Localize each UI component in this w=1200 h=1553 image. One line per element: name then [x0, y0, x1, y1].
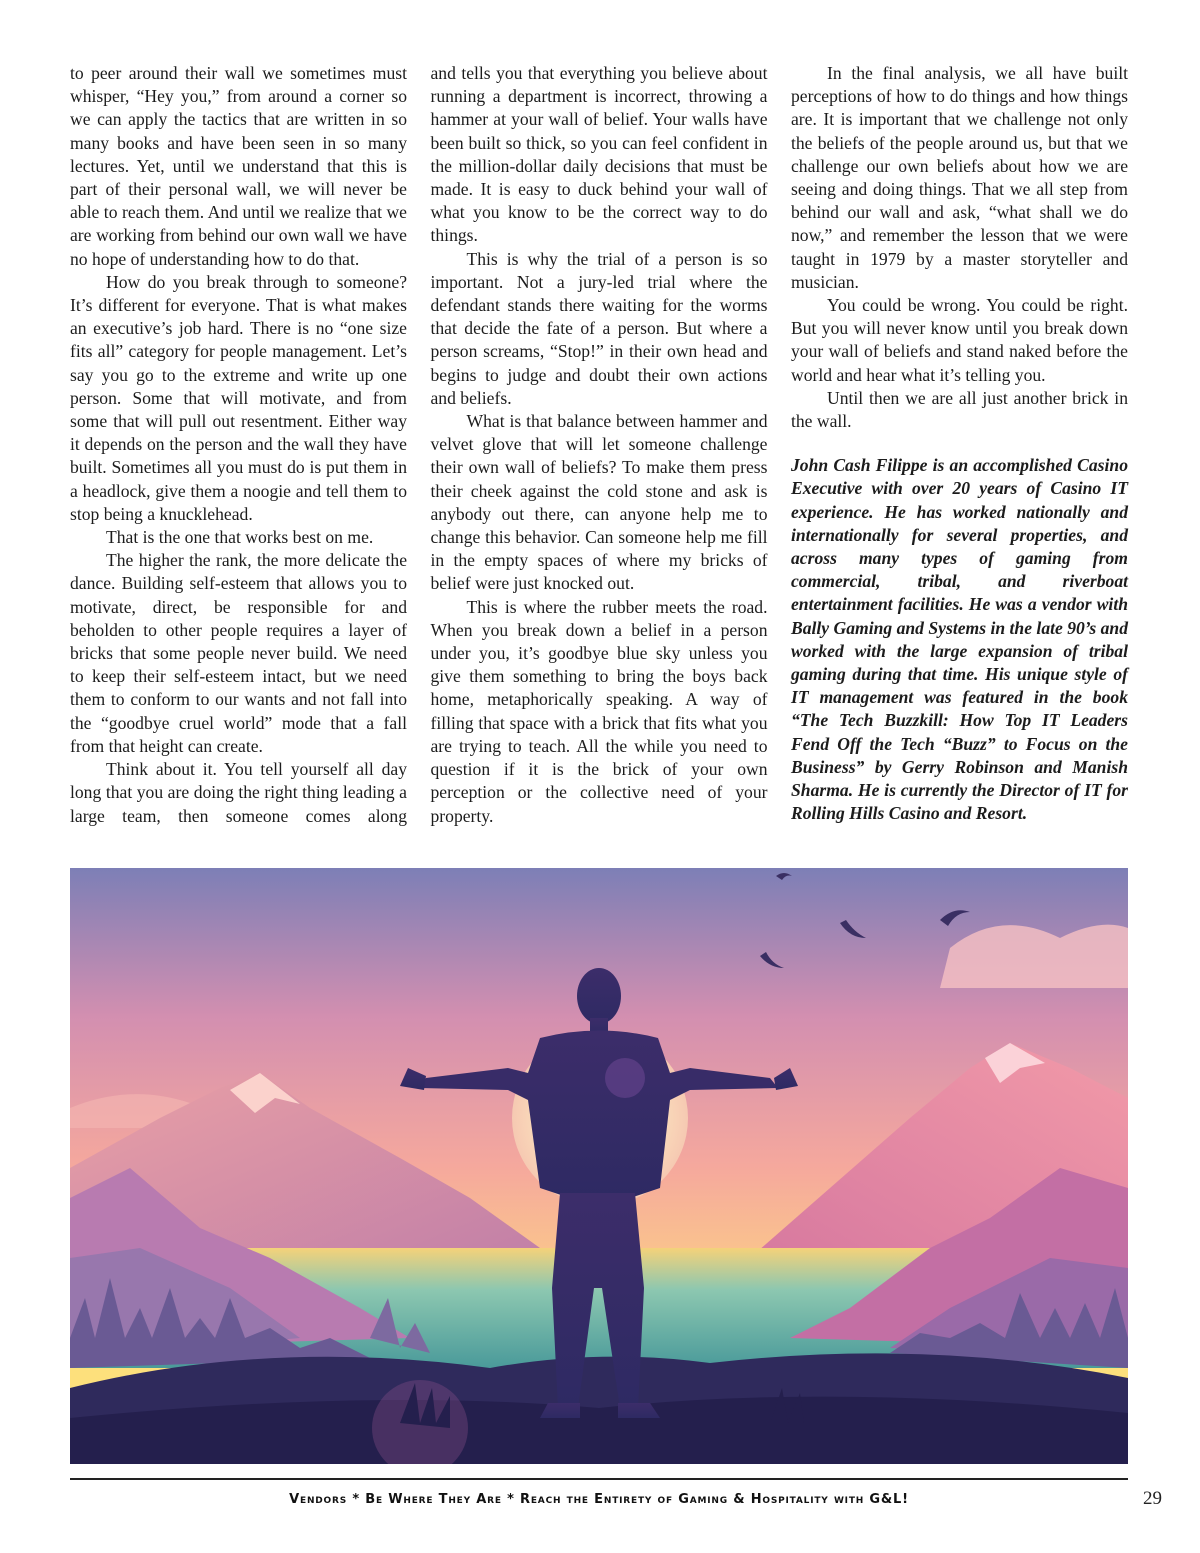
- author-bio: John Cash Filippe is an accomplished Casino Executive with over 20 years of Casino IT experience. He has worked nationally and internationally for several properties, and across many types of gaming from commercial, tribal, and riverboat entertainment facilities. He was a vendor with Bally Gaming and Systems in the late 90’s and worked with the large expansion of tribal gaming during that time. His unique style of IT management was featured in the book “The Tech Buzzkill: How Top IT Leaders Fend Off the Tech “Buzz” to Focus on the Business” by Gerry Robinson and Manish Sharma. He is currently the Director of IT for Rolling Hills Casino and Resort.: [791, 455, 1128, 824]
- footer-rule: [70, 1478, 1128, 1480]
- column-2: [431, 62, 768, 862]
- hero-illustration: [70, 868, 1128, 1464]
- paragraph: You could be wrong. You could be right. But you will never know until you break down your wall of beliefs and stand naked before the world and hear what it’s telling you.: [791, 295, 1128, 385]
- paragraph: This is where the rubber meets the road. When you break down a belief in a person under you, it’s goodbye blue sky unless you give them something to bring the boys back home, metaphorically speaking. A way of filling that space with a brick that fits what you are trying to teach. All the while you need to question if it is the brick of your own perception or the collective need of your property.: [430, 596, 768, 826]
- article-columns: [70, 62, 1128, 862]
- column-3: [791, 62, 1128, 862]
- paragraph: Think about it. You tell yourself all day long that you are doing the right thing leading a large team, then someone comes along: [70, 759, 407, 826]
- sunrise-landscape-image: [70, 868, 1128, 1464]
- paragraph: Until then we are all just another brick in the wall.: [791, 387, 1128, 432]
- paragraph: That is the one that works best on me.: [106, 527, 374, 548]
- paragraph: The higher the rank, the more delicate the dance. Building self-esteem that allows you to motivate, direct, be responsible for and beholden to other people requires a layer of bricks that some people never build. We need to keep their self-esteem intact, but we need them to conform to our wants and not fall into the “goodbye cruel world” mode that a fall from that height can create.: [70, 550, 407, 756]
- paragraph: This is why the trial of a person is so important. Not a jury-led trial where the defendant stands there waiting for the worms that decide the fate of a person. But where a person screams, “Stop!” in their own head and begins to judge and doubt their own actions and beliefs.: [430, 248, 768, 408]
- column-1: [70, 62, 407, 862]
- paragraph: to peer around their wall we sometimes must whisper, “Hey you,” from around a corner so we can apply the tactics that are written in so many books and have been seen in so many lectures. Yet, until we understand that this is part of their personal wall, we will never be able to reach them. And until we realize that we are working from behind our own wall we have no hope of understanding how to do that.: [70, 63, 407, 269]
- footer-tagline: Vendors * Be Where They Are * Reach the Entirety of Gaming & Hospitality with G&L!: [289, 1492, 909, 1507]
- paragraph: and tells you that everything you believe about running a department is incorrect, throwing a hammer at your wall of belief. Your walls have been built so thick, so you can feel confident in the million-dollar daily decisions that must be made. It is easy to duck behind your wall of what you know to be the correct way to do things.: [430, 63, 768, 246]
- paragraph: What is that balance between hammer and velvet glove that will let someone challenge their own wall of beliefs? To make them press their cheek against the cold stone and ask is anybody out there, can anyone help me to change this behavior. Can someone help me fill in the empty spaces of where my bricks of belief were just knocked out.: [430, 411, 768, 594]
- paragraph: How do you break through to someone? It’s different for everyone. That is what makes an executive’s job hard. There is no “one size fits all” category for people management. Let’s say you go to the extreme and write up one person. Some that will motivate, and from some that will pull out resentment. Either way it depends on the person and the wall they have built. Sometimes all you must do is put them in a headlock, give them a noogie and tell them to stop being a knucklehead.: [70, 271, 407, 524]
- paragraph: In the final analysis, we all have built perceptions of how to do things and how things are. It is important that we challenge not only the beliefs of the people around us, but that we challenge our own beliefs about how we are seeing and doing things. That we all step from behind our wall and ask, “what shall we do now,” and remember the lesson that we were taught in 1979 by a master storyteller and musician.: [791, 63, 1128, 292]
- page-number: 29: [1143, 1488, 1162, 1509]
